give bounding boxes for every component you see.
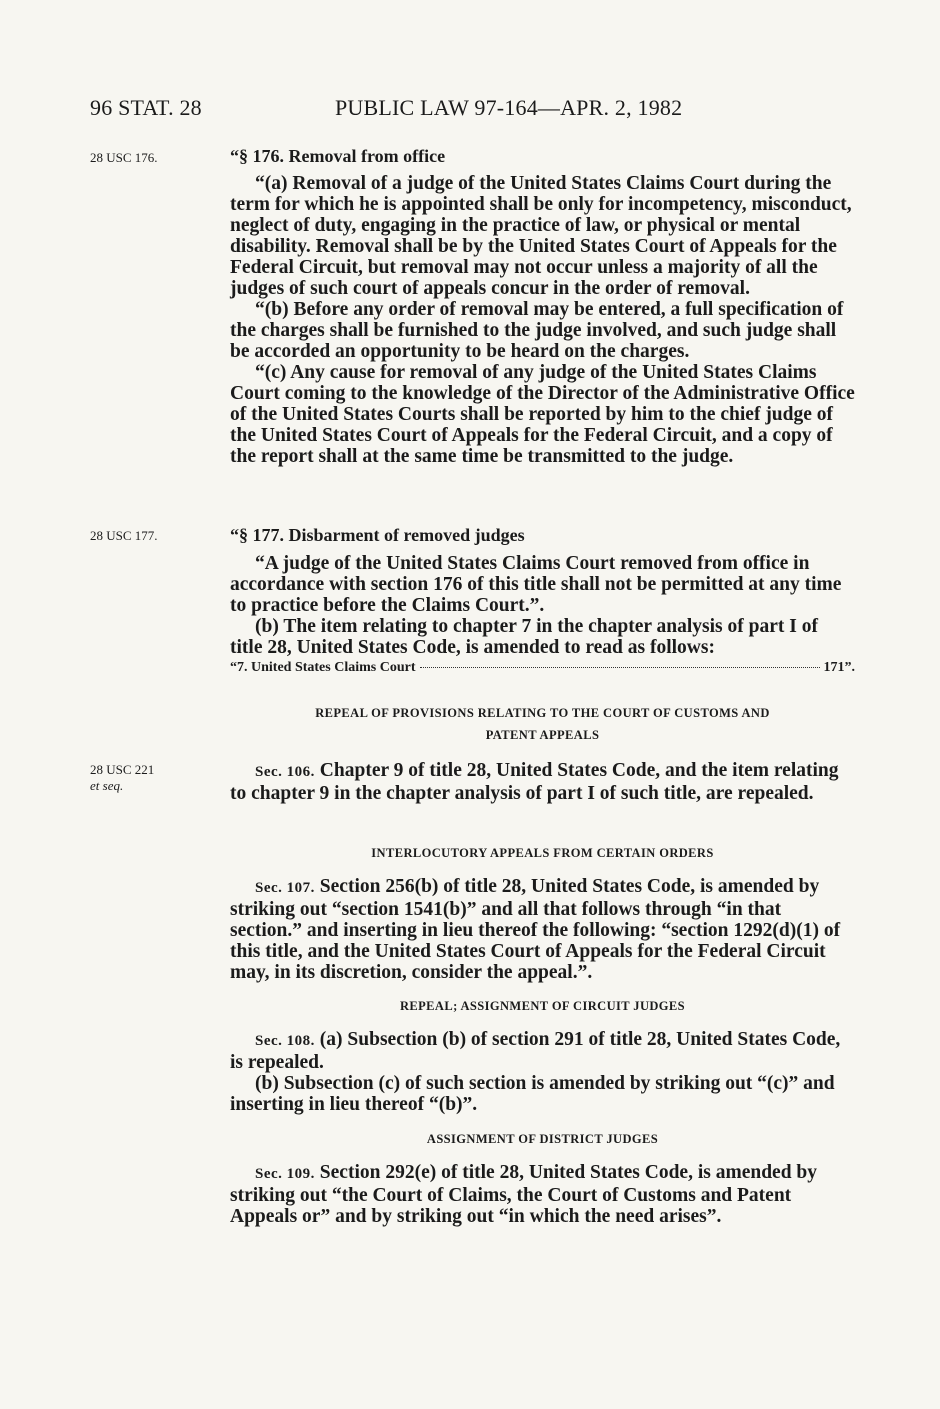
- section-108-text-a: (a) Subsection (b) of section 291 of title 28, United States Code, is repealed.: [230, 1029, 841, 1073]
- margin-note-221-line1: 28 USC 221: [90, 762, 155, 777]
- heading-sec-106-line1: REPEAL OF PROVISIONS RELATING TO THE COURT OF CUSTOMS AND: [315, 706, 770, 720]
- section-109-para: [230, 1162, 855, 1227]
- heading-sec-107: INTERLOCUTORY APPEALS FROM CERTAIN ORDERS: [371, 846, 714, 860]
- section-176-body: [230, 173, 855, 467]
- section-108-para-a: [230, 1029, 855, 1073]
- stat-page-number: 96 STAT. 28: [90, 95, 202, 120]
- section-107-label: Sec. 107.: [255, 880, 315, 896]
- section-106-para: [230, 760, 855, 804]
- section-177-para-1: “A judge of the United States Claims Court removed from office in accordance with section 176 of this title shall not be permitted at any time to practice before the Claims Court.”.: [230, 553, 842, 616]
- section-109-text: Section 292(e) of title 28, United States Code, is amended by striking out “the Court of Claims, the Court of Customs and Patent Appeals or” and by striking out “in which the need arises”.: [230, 1162, 818, 1227]
- section-108-body: [230, 1029, 855, 1115]
- margin-note-221: [90, 762, 220, 794]
- section-106-text: Chapter 9 of title 28, United States Code, and the item relating to chapter 9 in the chapter analysis of part I of such title, are repealed.: [230, 760, 839, 804]
- section-107-text: Section 256(b) of title 28, United States Code, is amended by striking out “section 1541(b)” and all that follows through “in that section.” and inserting in lieu thereof the following: “section 1292(d)(1) of this title, and the United States Court of Appeals for the Federal Circuit may, in its discretion, consider the appeal.”.: [230, 876, 841, 983]
- section-177-para-2: (b) The item relating to chapter 7 in the chapter analysis of part I of title 28, United States Code, is amended to read as follows:: [230, 616, 818, 658]
- public-law-title: PUBLIC LAW 97-164—APR. 2, 1982: [335, 95, 683, 120]
- toc-label: “7. United States Claims Court: [230, 660, 416, 675]
- section-177-heading: “§ 177. Disbarment of removed judges: [230, 525, 525, 545]
- section-106-body: [230, 760, 855, 804]
- heading-sec-108: REPEAL; ASSIGNMENT OF CIRCUIT JUDGES: [399, 999, 686, 1013]
- section-108-para-b: (b) Subsection (c) of such section is amended by striking out “(c)” and inserting in lieu thereof “(b)”.: [230, 1073, 835, 1115]
- section-109-body: [230, 1162, 855, 1227]
- heading-sec-106-line2: PATENT APPEALS: [485, 728, 600, 742]
- section-109-label: Sec. 109.: [255, 1166, 315, 1182]
- section-107-body: [230, 876, 855, 983]
- section-176-heading: “§ 176. Removal from office: [230, 146, 446, 166]
- margin-note-177: 28 USC 177.: [90, 528, 158, 543]
- heading-sec-106: [230, 702, 855, 746]
- section-176-para-b: “(b) Before any order of removal may be entered, a full specification of the charges shall be furnished to the judge involved, and such judge shall be accorded an opportunity to be heard on the charges.: [230, 299, 844, 362]
- chapter-analysis-item: [230, 660, 855, 676]
- section-176-para-a: “(a) Removal of a judge of the United States Claims Court during the term for which he is appointed shall be only for incompetency, misconduct, neglect of duty, engaging in the practice of law, or physical or mental disability. Removal shall be by the United States Court of Appeals for the Federal Circuit, but removal may not occur unless a majority of all the judges of such court of appeals concur in the order of removal.: [230, 173, 852, 299]
- toc-page: 171”.: [823, 660, 855, 675]
- section-176-para-c: “(c) Any cause for removal of any judge of the United States Claims Court coming to the knowledge of the Director of the Administrative Office of the United States Courts shall be reported by him to the chief judge of the United States Court of Appeals for the Federal Circuit, and a copy of the report shall at the same time be transmitted to the judge.: [230, 362, 855, 467]
- page-header: [90, 95, 850, 125]
- section-106-label: Sec. 106.: [255, 764, 315, 780]
- section-108-label: Sec. 108.: [255, 1033, 315, 1049]
- margin-note-221-line2: et seq.: [90, 778, 124, 793]
- margin-note-176: 28 USC 176.: [90, 150, 158, 165]
- section-177-body: [230, 553, 855, 658]
- toc-leader-dots: [420, 667, 820, 668]
- section-107-para: [230, 876, 855, 983]
- heading-sec-109: ASSIGNMENT OF DISTRICT JUDGES: [426, 1132, 659, 1146]
